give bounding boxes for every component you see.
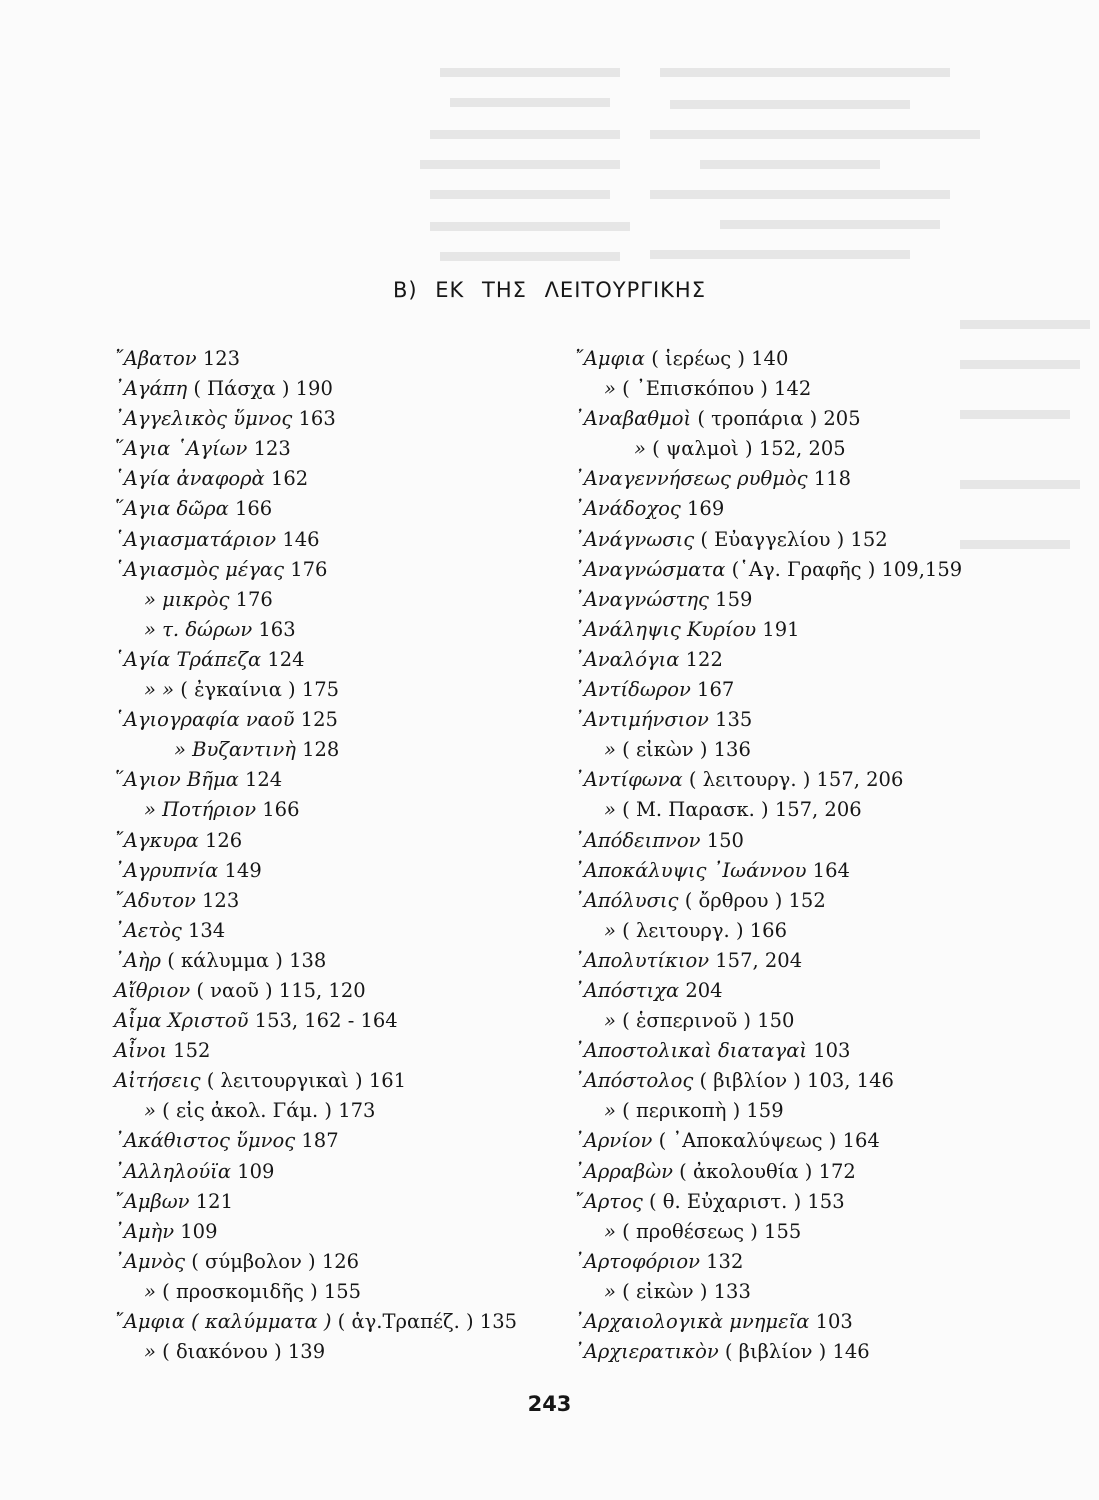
- index-term: ᾿Αρχαιολογικὰ μνημεῖα: [574, 1310, 810, 1333]
- index-entry: [114, 585, 514, 615]
- index-entry: [114, 1096, 514, 1126]
- index-entry: [574, 344, 994, 374]
- index-term: ᾿Αρνίον: [574, 1129, 653, 1153]
- index-reference: 191: [762, 617, 800, 641]
- index-term: ᾿Αντιμήνσιον: [574, 708, 709, 732]
- index-term: ᾿Ακάθιστος ὕμνος: [114, 1129, 296, 1153]
- index-reference: 122: [685, 647, 723, 671]
- index-term: ᾿Αετὸς: [114, 918, 182, 942]
- index-reference: 123: [253, 437, 291, 461]
- index-reference: 169: [687, 497, 725, 521]
- index-reference: 162: [270, 467, 309, 491]
- index-reference: ( Πάσχα ) 190: [193, 377, 333, 401]
- index-entry: [114, 1006, 514, 1036]
- index-reference: ( προθέσεως ) 155: [622, 1219, 802, 1243]
- index-term: ᾿Απόλυσις: [574, 888, 679, 912]
- index-reference: 124: [267, 647, 305, 671]
- index-term: ᾿Αναγεννήσεως ρυθμὸς: [574, 467, 808, 491]
- index-reference: ( ᾿Αποκαλύψεως ) 164: [658, 1129, 880, 1153]
- index-reference: 124: [244, 768, 283, 792]
- index-term: Αἶνοι: [114, 1039, 167, 1063]
- index-entry: [574, 494, 994, 524]
- index-reference: 123: [202, 347, 241, 370]
- index-entry: [574, 1277, 994, 1307]
- index-term: ῾Αγιασματάριον: [114, 527, 277, 551]
- index-reference: ( σύμβολον ) 126: [191, 1249, 360, 1273]
- index-term: ᾿Αποκάλυψις ᾿Ιωάννου: [574, 858, 807, 882]
- index-entry: [114, 1066, 514, 1096]
- index-reference: ( ἀκολουθία ) 172: [679, 1159, 856, 1183]
- index-term: ᾿Απόδειπνον: [574, 828, 701, 852]
- index-entry: [114, 1307, 518, 1337]
- index-entry: [574, 1126, 994, 1156]
- index-entry: [114, 1247, 514, 1277]
- index-reference: ( λειτουργ. ) 157, 206: [688, 768, 904, 792]
- index-reference: 166: [234, 497, 273, 521]
- index-entry: [574, 826, 994, 856]
- index-reference: 159: [715, 587, 753, 611]
- index-entry: [574, 705, 994, 735]
- index-entry: [114, 464, 514, 494]
- index-entry: [574, 735, 994, 765]
- index-reference: 132: [706, 1249, 744, 1273]
- index-term: ᾿Αρραβὼν: [574, 1159, 673, 1183]
- index-term: »: [604, 918, 616, 942]
- index-reference: ( εἰκὼν ) 136: [622, 738, 751, 762]
- index-term: » τ. δώρων: [144, 617, 253, 641]
- index-term: ᾿Ανάγνωσις: [574, 527, 695, 551]
- index-entry: [114, 344, 514, 374]
- index-term: ᾿Απολυτίκιον: [574, 948, 710, 972]
- index-entry: [114, 525, 514, 555]
- index-entry: [114, 735, 514, 765]
- index-reference: 150: [706, 828, 744, 852]
- index-reference: 164: [812, 858, 850, 882]
- index-term: ῾Αγιασμὸς μέγας: [114, 557, 285, 581]
- index-reference: ( βιβλίον ) 103, 146: [699, 1069, 894, 1093]
- index-term: ῞Αγια ῾Αγίων: [114, 437, 248, 461]
- index-term: ᾿Αναβαθμοὶ: [574, 407, 692, 431]
- index-term: ᾿Αλληλούϊα: [114, 1159, 231, 1183]
- index-entry: [114, 886, 514, 916]
- index-entry: [114, 1187, 514, 1217]
- index-entry: [114, 1337, 514, 1367]
- index-reference: ( βιβλίον ) 146: [724, 1340, 870, 1364]
- index-reference: ( τροπάρια ) 205: [697, 407, 861, 431]
- index-term: ᾿Αρτοφόριον: [574, 1249, 700, 1273]
- index-term: ᾿Αγγελικὸς ὕμνος: [114, 407, 293, 431]
- index-term: Αἷμα Χριστοῦ: [114, 1009, 249, 1033]
- index-term: ῎Αμφια ( καλύμματα ): [114, 1310, 332, 1333]
- index-reference: 153, 162 - 164: [254, 1009, 398, 1033]
- index-reference: 149: [224, 858, 262, 882]
- index-reference: 187: [301, 1129, 339, 1153]
- index-reference: 118: [813, 467, 851, 491]
- index-term: » »: [144, 678, 175, 702]
- index-term: ᾿Απόστολος: [574, 1069, 694, 1093]
- page-number: 243: [527, 1392, 572, 1416]
- index-reference: 146: [282, 527, 320, 551]
- index-entry: [114, 1036, 514, 1066]
- index-term: » Ποτήριον: [144, 798, 257, 822]
- index-term: ῎Αρτος: [574, 1189, 643, 1213]
- section-heading: Β) ΕΚ ΤΗΣ ΛΕΙΤΟΥΡΓΙΚΗΣ: [393, 278, 706, 302]
- index-term: » Βυζαντινὴ: [174, 738, 296, 762]
- index-entry: [574, 946, 994, 976]
- index-reference: 163: [298, 407, 336, 431]
- index-entry: [114, 555, 514, 585]
- index-reference: 121: [195, 1189, 233, 1213]
- index-entry: [574, 1036, 994, 1066]
- index-term: » μικρὸς: [144, 587, 230, 611]
- index-reference: ( περικοπὴ ) 159: [622, 1099, 784, 1123]
- index-column-left: [114, 344, 518, 1367]
- index-reference: ( εἰκὼν ) 133: [622, 1279, 751, 1303]
- index-term: ᾿Ανάδοχος: [574, 497, 681, 521]
- index-entry: [114, 826, 514, 856]
- index-term: »: [604, 1009, 616, 1033]
- index-entry: [114, 615, 514, 645]
- index-reference: ( κάλυμμα ) 138: [167, 948, 327, 972]
- index-reference: 134: [187, 918, 226, 942]
- index-entry: [574, 374, 994, 404]
- index-reference: ( διακόνου ) 139: [162, 1340, 326, 1364]
- index-entry: [574, 916, 994, 946]
- index-term: ᾿Αρχιερατικὸν: [574, 1340, 719, 1364]
- index-reference: ( ναοῦ ) 115, 120: [196, 978, 366, 1002]
- index-reference: ( ἐγκαίνια ) 175: [180, 678, 340, 702]
- index-reference: 166: [262, 798, 300, 822]
- index-reference: ( ὄρθρου ) 152: [684, 888, 826, 912]
- index-entry: [114, 916, 514, 946]
- index-entry: [574, 555, 994, 585]
- index-term: Αἴθριον: [114, 978, 191, 1002]
- index-term: ῞Αγιον Βῆμα: [114, 768, 239, 792]
- index-entry: [114, 705, 514, 735]
- index-term: ᾿Αντίφωνα: [574, 768, 683, 792]
- index-term: ᾿Αγρυπνία: [114, 858, 219, 882]
- index-reference: 204: [685, 978, 723, 1002]
- index-reference: 109: [180, 1219, 218, 1243]
- index-entry: [114, 976, 514, 1006]
- index-entry: [114, 434, 514, 464]
- index-reference: 176: [290, 557, 328, 581]
- index-reference: ( ψαλμοὶ ) 152, 205: [652, 437, 846, 461]
- index-entry: [114, 675, 514, 705]
- index-entry: [574, 765, 994, 795]
- index-term: ᾿Αντίδωρον: [574, 678, 691, 702]
- index-reference: 109: [237, 1159, 275, 1183]
- index-column-right: [574, 344, 994, 1367]
- index-term: »: [144, 1099, 156, 1123]
- index-entry: [574, 976, 994, 1006]
- index-reference: ( ἱερέως ) 140: [651, 347, 789, 370]
- index-term: ᾿Αμνὸς: [114, 1249, 186, 1273]
- index-reference: ( λειτουργ. ) 166: [622, 918, 787, 942]
- index-term: Αἰτήσεις: [114, 1069, 201, 1093]
- index-reference: 167: [697, 678, 735, 702]
- index-term: »: [604, 1279, 616, 1303]
- index-term: »: [144, 1340, 156, 1364]
- index-term: ᾿Αμὴν: [114, 1219, 175, 1243]
- index-entry: [574, 434, 994, 464]
- index-reference: 125: [300, 708, 338, 732]
- index-reference: 128: [302, 738, 340, 762]
- index-term: »: [144, 1279, 156, 1303]
- index-entry: [114, 374, 514, 404]
- index-term: ᾿Αγάπη: [114, 377, 188, 401]
- index-entry: [574, 675, 994, 705]
- index-entry: [574, 1217, 994, 1247]
- index-reference: ( Μ. Παρασκ. ) 157, 206: [622, 798, 862, 822]
- index-entry: [574, 1066, 994, 1096]
- index-entry: [574, 1187, 994, 1217]
- index-term: ᾿Απόστιχα: [574, 978, 680, 1002]
- index-entry: [574, 615, 994, 645]
- index-entry: [574, 1307, 994, 1337]
- index-entry: [114, 1217, 514, 1247]
- index-entry: [574, 464, 994, 494]
- index-entry: [114, 1126, 514, 1156]
- index-entry: [114, 765, 514, 795]
- index-term: ῎Αβατον: [114, 347, 197, 370]
- index-reference: ( ᾿Επισκόπου ) 142: [622, 377, 812, 401]
- index-entry: [574, 1157, 994, 1187]
- index-entry: [114, 946, 514, 976]
- index-entry: [114, 1157, 514, 1187]
- index-term: ῎Αδυτον: [114, 888, 196, 912]
- index-reference: ( ἑσπερινοῦ ) 150: [622, 1009, 795, 1033]
- index-reference: ( λειτουργικαὶ ) 161: [206, 1069, 407, 1093]
- index-term: ῾Αγία ἀναφορὰ: [114, 467, 265, 491]
- index-reference: ( θ. Εὐχαριστ. ) 153: [648, 1189, 845, 1213]
- index-entry: [574, 1096, 994, 1126]
- index-entry: [574, 1247, 994, 1277]
- index-term: ᾿Αναλόγια: [574, 647, 680, 671]
- index-reference: ( ἁγ.Τραπέζ. ) 135: [337, 1310, 518, 1333]
- index-term: »: [604, 738, 616, 762]
- index-reference: ( προσκομιδῆς ) 155: [162, 1279, 362, 1303]
- index-reference: 157, 204: [715, 948, 803, 972]
- index-entry: [574, 1006, 994, 1036]
- index-term: ῎Αγκυρα: [114, 828, 199, 852]
- index-entry: [574, 404, 994, 434]
- index-term: »: [604, 1099, 616, 1123]
- index-reference: 163: [258, 617, 296, 641]
- index-entry: [114, 1277, 514, 1307]
- index-entry: [114, 404, 514, 434]
- index-entry: [114, 795, 514, 825]
- index-term: ᾿Αναγνώστης: [574, 587, 709, 611]
- index-entry: [574, 525, 994, 555]
- index-term: ῾Αγιογραφία ναοῦ: [114, 708, 295, 732]
- index-reference: 152: [173, 1039, 211, 1063]
- index-term: ῞Αγια δῶρα: [114, 497, 229, 521]
- index-term: ῾Αγία Τράπεζα: [114, 647, 262, 671]
- index-entry: [574, 585, 994, 615]
- index-reference: ( εἰς ἀκολ. Γάμ. ) 173: [162, 1099, 376, 1123]
- index-reference: ( Εὐαγγελίου ) 152: [700, 527, 888, 551]
- index-entry: [114, 645, 514, 675]
- index-term: ᾿Αναγνώσματα: [574, 557, 726, 581]
- index-entry: [114, 494, 514, 524]
- index-term: »: [634, 437, 646, 461]
- index-entry: [574, 795, 994, 825]
- index-entry: [574, 886, 994, 916]
- index-term: ᾿Αὴρ: [114, 948, 161, 972]
- index-entry: [574, 1337, 994, 1367]
- index-term: »: [604, 798, 616, 822]
- index-term: »: [604, 377, 616, 401]
- index-reference: 135: [715, 708, 753, 732]
- index-entry: [574, 645, 994, 675]
- index-reference: 103: [815, 1310, 853, 1333]
- index-term: »: [604, 1219, 616, 1243]
- index-term: ᾿Αποστολικαὶ διαταγαὶ: [574, 1039, 808, 1063]
- index-term: ῎Αμφια: [574, 347, 645, 370]
- index-reference: 123: [202, 888, 240, 912]
- index-reference: (῾Αγ. Γραφῆς ) 109,159: [731, 557, 963, 581]
- index-reference: 126: [204, 828, 243, 852]
- index-entry: [114, 856, 514, 886]
- index-reference: 176: [235, 587, 273, 611]
- index-reference: 103: [813, 1039, 851, 1063]
- index-entry: [574, 856, 994, 886]
- index-term: ῎Αμβων: [114, 1189, 190, 1213]
- index-term: ᾿Ανάληψις Κυρίου: [574, 617, 757, 641]
